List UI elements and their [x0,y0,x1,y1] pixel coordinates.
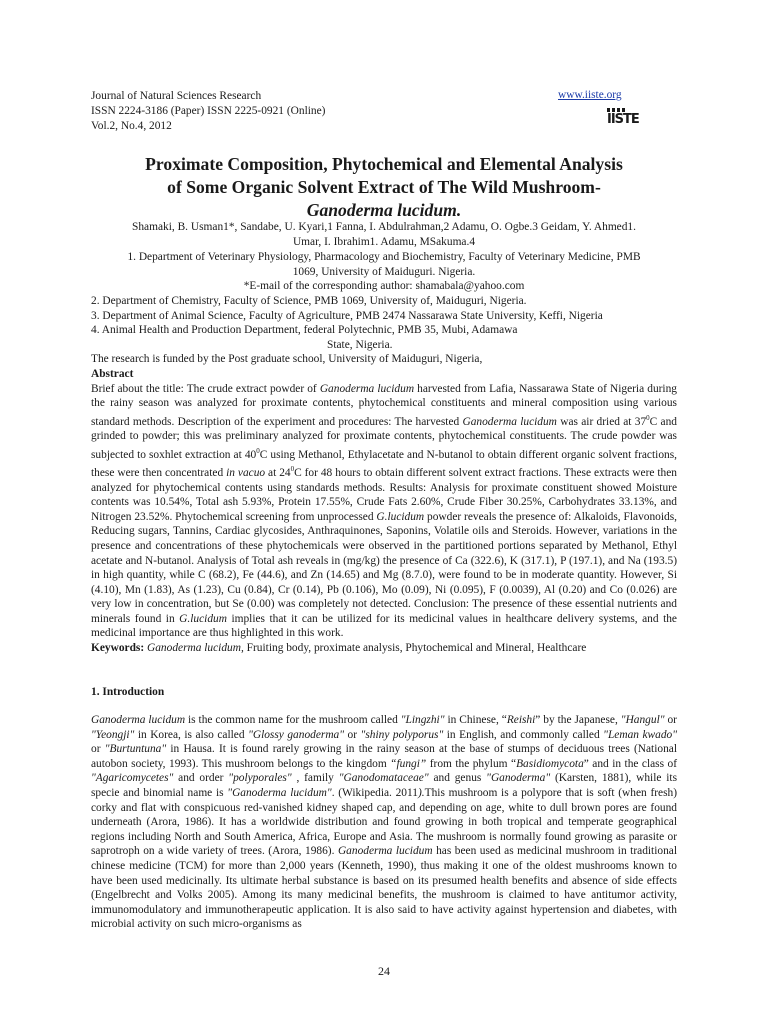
affiliation-3: 3. Department of Animal Science, Faculty of Agriculture, PMB 2474 Nassarawa State University, Keffi, Nigeria [91,309,603,322]
funding-statement: The research is funded by the Post graduate school, University of Maiduguri, Nigeria, [91,353,483,366]
affiliation-1-line-2: 1069, University of Maiduguri. Nigeria. [292,265,476,278]
corresponding-email: *E-mail of the corresponding author: shamabala@yahoo.com [243,280,525,293]
paper-title [91,153,677,222]
title-line-1: Proximate Composition, Phytochemical and Elemental Analysis [145,154,623,174]
journal-issn: ISSN 2224-3186 (Paper) ISSN 2225-0921 (Online) [91,105,326,118]
introduction-heading: 1. Introduction [91,686,165,698]
affiliation-1 [91,250,677,294]
abstract-body: Brief about the title: The crude extract powder of Ganoderma lucidum harvested from Lafia, Nassarawa State of Nigeria during the rainy season was analyzed for proximate contents, phytochemical constituents and mineral composition using various standard methods. Description of the experiment and procedures: The harvested Ganoderma lucidum was air dried at $37^0C$ and grinded to powder; this was preliminary analyzed for proximate contents, phytochemical constituents. The crude powder was subjected to soxhlet extraction at $40^0C$ using Methanol, Ethylacetate and N-butanol to obtain different organic solvent fractions, these were then concentrated in vacuo at $24^0C$ for 48 hours to obtain different solvent extract fractions. These extracts were then analyzed for phytochemical contents using standards methods. Results: Analysis for proximate constituent showed Moisture contents was 10.54%, Total ash 5.93%, Protein 17.55%, Crude Fats 2.60%, Crude Fiber 30.25%, Carbohydrates 33.13%, and Nitrogen 23.52%. Phytochemical screening from unprocessed G.lucidum powder reveals the presence of: Alkaloids, Flavonoids, Reducing sugars, Tannins, Cardiac glycosides, Anthraquinones, Saponins, Volatile oils and Steroids. However, variations in the presence and concentrations of these phytochemicals were observed in the partitioned portions separated by Methanol, Ethyl acetate and N-butanol. Analysis of Total ash reveals in (mg/kg) the presence of Ca (322.6), K (317.1), P (197.1), and Na (193.5) in high quantity, while C (68.2), Fe (44.6), and Zn (14.65) and Mg (8.7.0), were found to be in moderate quantity. However, Si (4.10), Mn (1.83), As (1.23), Cu (0.84), Cr (0.14), Pb (0.106), Mo (0.09), Ni (0.095), F (0.0039), Al (0.20) and Co (0.026) are very low in concentration, but Se (0.00) was completely not detected. Conclusion: The presence of these essential nutrients and minerals found in G.lucidum implies that it can be utilized for its medicinal values in healthcare delivery systems, and the medicinal importance are thus highlighted in this work. [91,382,677,640]
affiliation-2: 2. Department of Chemistry, Faculty of Science, PMB 1069, University of, Maiduguri, Nigeria. [91,295,527,307]
journal-name: Journal of Natural Sciences Research [91,90,262,102]
title-line-2: of Some Organic Solvent Extract of The Wild Mushroom- [167,177,601,197]
authors-line-1: Shamaki, B. Usman1*, Sandabe, U. Kyari,1 Fanna, I. Abdulrahman,2 Adamu, O. Ogbe.3 Geidam, Y. Ahmed1. [132,221,636,233]
author-list [91,220,677,249]
keywords: Keywords: Ganoderma lucidum, Fruiting body, proximate analysis, Phytochemical and Mineral, Healthcare [91,642,587,655]
journal-header [91,89,325,135]
iiste-logo [607,108,639,136]
logo-text: IISTE [607,112,639,127]
affiliation-1-line-1: 1. Department of Veterinary Physiology, Pharmacology and Biochemistry, Faculty of Veterinary Medicine, PMB [127,251,641,263]
authors-line-2: Umar, I. Ibrahim1. Adamu, MSakuma.4 [292,235,476,248]
title-line-3: Ganoderma lucidum. [306,200,462,220]
introduction-body: Ganoderma lucidum is the common name for the mushroom called "Lingzhi" in Chinese, “Reishi” by the Japanese, "Hangul" or "Yeongji" in Korea, is also called "Glossy ganoderma" or "shiny polyporus" in English, and commonly called "Leman kwado" or "Burtuntuna" in Hausa. It is found rarely growing in the rainy season at the base of stumps of deciduous trees (National autobon society, 1993). This mushroom belongs to the kingdom “fungi” from the phylum “Basidiomycota” and in the class of "Agaricomycetes" and order "polyporales" , family "Ganodomataceae" and genus "Ganoderma" (Karsten, 1881), while its specie and binomial name is "Ganoderma lucidum". (Wikipedia. 2011).This mushroom is a polypore that is soft (when fresh) corky and flat with conspicuous red-vanished kidney shaped cap, and depending on age, white to dull brown pores are found underneath (Arora, 1986). It has a worldwide distribution and found growing in both tropical and temperate geographical regions including North and South America, Africa, Europe and Asia. The mushroom is normally found growing as parasite or saprotroph on a wide variety of trees. (Arora, 1986). Ganoderma lucidum has been used as medicinal mushroom in traditional chinese medicine (TCM) for more than 2,000 years (Kenneth, 1990), thus making it one of the oldest mushrooms known to have been used medicinally. Its ultimate herbal substance is based on its presumed health benefits and absence of side effects (Engelbrecht and Volks 2005). Among its many medicinal benefits, the mushroom is claimed to have antitumor activity, immunomodulatory and immunotherapeutic application. It is also said to have activity against hypertension and diabetes, with microbial activity on such micro-organisms as [91,714,678,931]
journal-volume: Vol.2, No.4, 2012 [91,120,172,133]
affiliation-4: 4. Animal Health and Production Department, federal Polytechnic, PMB 35, Mubi, Adamawa [91,324,518,337]
journal-url-link[interactable]: www.iiste.org [558,89,622,101]
affiliation-4-line-2: State, Nigeria. [327,338,393,351]
abstract-heading: Abstract [91,368,134,380]
abstract-section [91,367,677,656]
page-number: 24 [378,964,390,978]
